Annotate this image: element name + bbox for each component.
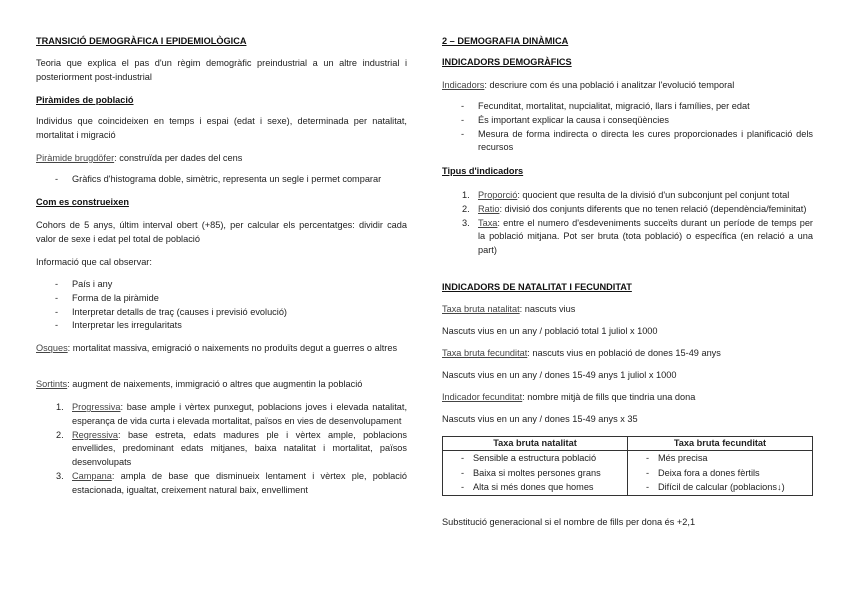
term: Sortints	[36, 379, 68, 389]
tipus-list	[442, 189, 813, 258]
term: Proporció	[478, 190, 518, 200]
section-title: 2 – DEMOGRAFIA DINÀMICA	[442, 36, 569, 46]
cohors-paragraph: Cohors de 5 anys, últim interval obert (+85), per calcular els percentatges: dividir cada valor de sexe i edat pel total de població	[36, 220, 407, 244]
list-item: - Interpretar detalls de traç (causes i previsió evolució)	[55, 306, 287, 317]
definition: : descriure com és una població i analitzar l'evolució temporal	[484, 80, 735, 90]
pyramid-types-list	[36, 401, 407, 498]
info-label: Informació que cal observar:	[36, 257, 152, 267]
list-item-text: Interpretar les irregularitats	[72, 320, 182, 331]
term: Piràmide brugdöfer	[36, 153, 115, 163]
brug-paragraph	[36, 152, 407, 166]
list-item-text: Forma de la piràmide	[72, 292, 159, 303]
cell-item: Baixa si moltes persones grans	[473, 467, 601, 478]
indicadors-heading: INDICADORS DEMOGRÀFICS	[442, 57, 572, 67]
if-formula: Nascuts vius en un any / dones 15-49 anys x 35	[442, 414, 638, 424]
indicadors-list	[442, 100, 813, 155]
table-row	[443, 451, 813, 496]
list-item: - País i any	[55, 279, 113, 289]
cell-item: Difícil de calcular (poblacions↓)	[658, 482, 785, 492]
list-number: 2.	[462, 203, 470, 214]
tbn-paragraph	[442, 303, 813, 317]
list-number: 3.	[56, 470, 64, 481]
list-item: - Gràfics d'histograma doble, simètric, representa un segle i permet comparar	[55, 174, 382, 184]
definition: : ampla de base que disminueix lentament i vèrtex ple, població estacionada, igualtat, creixement natural baix, envelliment	[72, 470, 407, 495]
tbf-paragraph	[442, 347, 813, 361]
term: Osques	[36, 343, 68, 353]
term: Taxa bruta fecunditat	[442, 348, 528, 358]
definition: : nascuts vius en població de dones 15-49 anys	[527, 348, 721, 358]
definition: : quocient que resulta de la divisió d'un subconjunt pel conjunt total	[517, 190, 790, 200]
list-item-text: Interpretar detalls de traç (causes i previsió evolució)	[72, 306, 287, 317]
definition: : divisió dos conjunts diferents que no tenen relació (dependència/feminitat)	[499, 203, 807, 214]
list-number: 3.	[462, 217, 470, 228]
definition: : nascuts vius	[519, 304, 576, 314]
if-paragraph	[442, 391, 813, 405]
term: Taxa	[478, 217, 498, 228]
term: Progressiva	[72, 402, 121, 412]
cell-item: Alta si més dones que homes	[473, 482, 594, 492]
cell-item: Deixa fora a dones fèrtils	[658, 467, 760, 478]
info-list	[36, 278, 407, 333]
comparison-table	[442, 436, 813, 496]
list-item: - Forma de la piràmide	[55, 292, 159, 303]
list-item-text: Mesura de forma indirecta o directa les cures proporcionades i planificació dels recursos	[478, 128, 813, 153]
term: Ratio	[478, 203, 500, 214]
substitucio-paragraph: Substitució generacional si el nombre de fills per dona és +2,1	[442, 517, 696, 527]
table-header: Taxa bruta natalitat	[443, 437, 628, 451]
tipus-heading: Tipus d'indicadors	[442, 166, 524, 176]
natalitat-heading: INDICADORS DE NATALITAT I FECUNDITAT	[442, 282, 632, 292]
list-item	[442, 217, 813, 258]
list-number: 1.	[462, 190, 470, 200]
list-item: - Mesura de forma indirecta o directa les cures proporcionades i planificació dels recursos	[461, 128, 813, 153]
cell-item: Més precisa	[658, 453, 708, 463]
term: Campana	[72, 470, 112, 481]
intro-paragraph: Teoria que explica el pas d'un règim demogràfic preindustrial a un altre industrial i posteriorment post-industrial	[36, 58, 407, 82]
list-item	[442, 189, 813, 203]
definition: : augment de naixements, immigració o altres que augmentin la població	[67, 379, 363, 389]
tbn-formula: Nascuts vius en un any / població total 1 juliol x 1000	[442, 326, 658, 336]
term: Taxa bruta natalitat	[442, 304, 520, 314]
sortints-paragraph	[36, 378, 407, 392]
list-number: 2.	[56, 429, 64, 440]
definition: : base ample i vèrtex punxegut, poblacions joves i elevada natalitat, esperança de vida curta i elevada mortalitat, països en vies de desenvolupament	[72, 402, 407, 426]
list-item	[36, 401, 407, 429]
definition: : nombre mitjà de fills que tindria una dona	[522, 392, 696, 402]
list-item-text: És important explicar la causa i conseqüències	[478, 114, 669, 125]
table-cell: - Més precisa - Deixa fora a dones fèrtils - Difícil de calcular (poblacions↓)	[628, 451, 813, 496]
osques-paragraph	[36, 342, 407, 356]
list-item: - És important explicar la causa i conseqüències	[461, 114, 669, 125]
term: Indicadors	[442, 80, 485, 90]
indicadors-paragraph	[442, 79, 813, 93]
definition: : mortalitat massiva, emigració o naixements no produïts degut a guerres o altres	[67, 343, 398, 353]
list-number: 1.	[56, 402, 64, 412]
com-heading: Com es construeixen	[36, 197, 129, 207]
definition: : entre el numero d'esdeveniments succeïts durant un període de temps per la població mitjana. Pot ser bruta (tota població) o específica (en relació a una part)	[478, 217, 813, 256]
list-item-text: Gràfics d'histograma doble, simètric, representa un segle i permet comparar	[72, 174, 382, 184]
term: Indicador fecunditat	[442, 392, 523, 402]
list-item-text: País i any	[72, 279, 113, 289]
table-header: Taxa bruta fecunditat	[628, 437, 813, 451]
table-cell: - Sensible a estructura població - Baixa si moltes persones grans - Alta si més dones que homes	[443, 451, 628, 496]
list-item: - Interpretar les irregularitats	[55, 320, 182, 331]
cell-item: Sensible a estructura població	[473, 453, 597, 463]
piramides-paragraph: Individus que coincideixen en temps i espai (edat i sexe), determinada per natalitat, mortalitat i migració	[36, 116, 407, 140]
list-item	[36, 470, 407, 498]
list-item	[36, 429, 407, 470]
tbf-formula: Nascuts vius en un any / dones 15-49 anys 1 juliol x 1000	[442, 370, 677, 380]
term: Regressiva	[72, 429, 118, 440]
list-item: - Fecunditat, mortalitat, nupcialitat, migració, llars i famílies, per edat	[461, 101, 750, 111]
table-header-row	[443, 437, 813, 451]
section-title: TRANSICIÓ DEMOGRÀFICA I EPIDEMIOLÒGICA	[36, 36, 247, 46]
piramides-heading: Piràmides de població	[36, 95, 134, 105]
list-item-text: Fecunditat, mortalitat, nupcialitat, migració, llars i famílies, per edat	[478, 101, 750, 111]
list-item	[442, 203, 813, 217]
definition: : base estreta, edats madures ple i vèrtex ample, poblacions envellides, predominant edats mitjanes, baixa natalitat i mortalitat, països desenvolupats	[72, 429, 407, 468]
definition: : construïda per dades del cens	[114, 153, 243, 163]
